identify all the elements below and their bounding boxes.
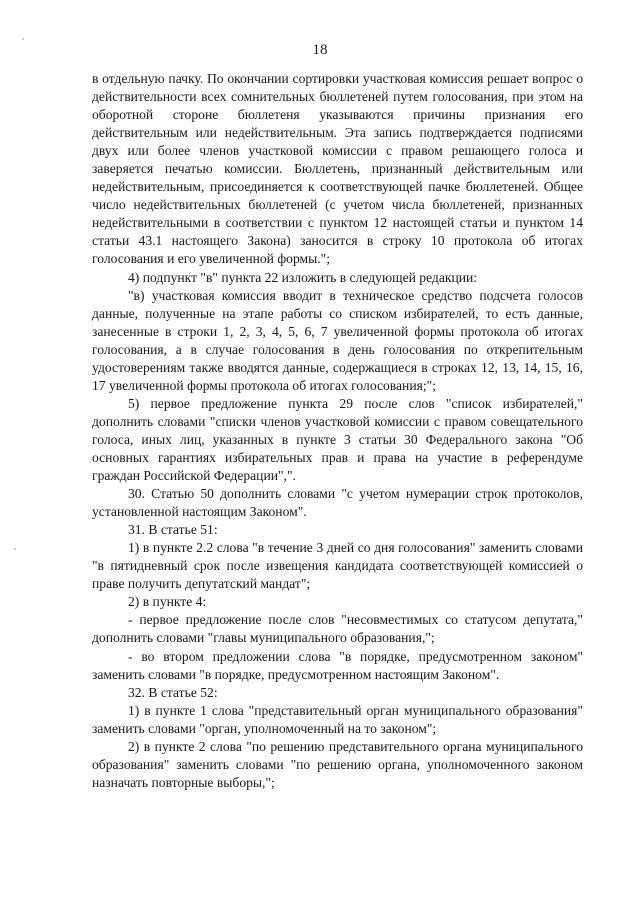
paragraph-first-sentence-amendment: - первое предложение после слов "несовместимых со статусом депутата," дополнить словами "главы муниципального образования,";	[92, 612, 583, 646]
paragraph-article-32-item-2: 2) в пункте 2 слова "по решению представительного органа муниципального образования" заменить словами "по решению органа, уполномоченного законом назначать повторные выборы,";	[92, 738, 583, 790]
scan-speck	[22, 38, 24, 40]
paragraph-second-sentence-amendment: - во втором предложении слова "в порядке, предусмотренном законом" заменить словами "в порядке, предусмотренном настоящим Законом".	[92, 648, 583, 682]
paragraph-article-30: 30. Статью 50 дополнить словами "с учетом нумерации строк протоколов, установленной настоящим Законом".	[92, 486, 583, 520]
paragraph-article-31-heading: 31. В статье 51:	[128, 522, 218, 538]
document-body	[92, 70, 583, 792]
paragraph-item-5: 5) первое предложение пункта 29 после слов "список избирателей," дополнить словами "списки членов участковой комиссии с правом совещательного голоса, иных лиц, указанных в пункте 3 статьи 30 Федерального закона "Об основных гарантиях избирательных прав и права на участие в референдуме граждан Российской Федерации",".	[92, 395, 583, 484]
paragraph-article-31-item-2: 2) в пункте 4:	[128, 594, 207, 610]
paragraph-article-32-item-1: 1) в пункте 1 слова "представительный орган муниципального образования" заменить словами "орган, уполномоченный на то законом";	[92, 702, 583, 736]
paragraph-article-32-heading: 32. В статье 52:	[128, 684, 218, 700]
paragraph-ballot-sorting: в отдельную пачку. По окончании сортировки участковая комиссия решает вопрос о действительности всех сомнительных бюллетеней путем голосования, при этом на оборотной стороне бюллетеня указываются причины признания его действительным или недействительным. Эта запись подтверждается подписями двух или более членов участковой комиссии с правом решающего голоса и заверяется печатью комиссии. Бюллетень, признанный действительным или недействительным, присоединяется к соответствующей пачке бюллетеней. Общее число недействительных бюллетеней (с учетом числа бюллетеней, признанных недействительными в соответствии с пунктом 12 настоящей статьи и пунктом 14 статьи 43.1 настоящего Закона) заносится в строку 10 протокола об итогах голосования и его увеличенной формы.";	[92, 71, 583, 267]
page-number: 18	[312, 42, 328, 58]
paragraph-subitem-v: "в) участковая комиссия вводит в техническое средство подсчета голосов данные, полученные на этапе работы со списком избирателей, то есть данные, занесенные в строки 1, 2, 3, 4, 5, 6, 7 увеличенной формы протокола об итогах голосования, а в случае голосования в день голосования по открепительным удостоверениям также вводятся данные, содержащиеся в строках 12, 13, 14, 15, 16, 17 увеличенной формы протокола об итогах голосования;";	[92, 287, 583, 393]
paragraph-article-31-item-1: 1) в пункте 2.2 слова "в течение 3 дней со дня голосования" заменить словами "в пятидневный срок после извещения кандидата соответствующей комиссией о праве получить депутатский мандат";	[92, 540, 583, 592]
scan-speck	[14, 548, 16, 550]
paragraph-item-4: 4) подпункт "в" пункта 22 изложить в следующей редакции:	[128, 269, 478, 285]
